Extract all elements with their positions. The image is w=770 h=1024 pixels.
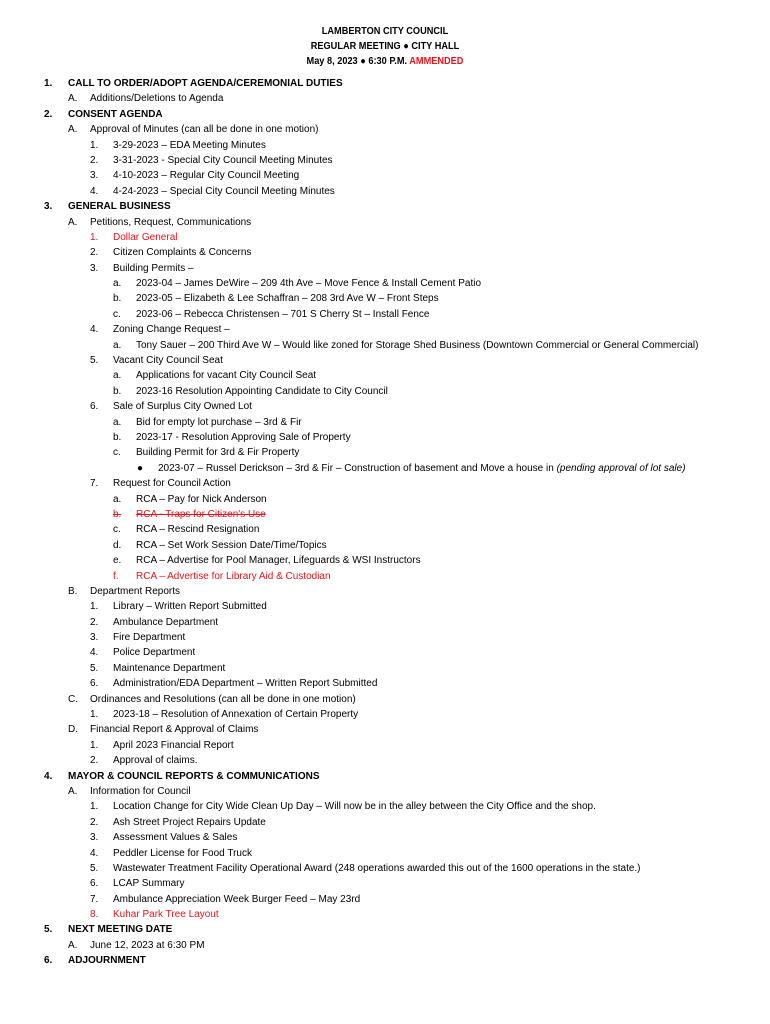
agenda-item-text	[113, 138, 266, 153]
agenda-item	[0, 584, 770, 599]
agenda-item	[0, 707, 770, 722]
agenda-item-marker: b.	[113, 431, 122, 443]
agenda-item-text	[113, 168, 299, 183]
agenda-item-text	[113, 645, 195, 660]
agenda-item-marker: 2.	[44, 108, 53, 120]
agenda-item	[0, 738, 770, 753]
agenda-item	[0, 476, 770, 491]
agenda-item	[0, 799, 770, 814]
agenda-item-text	[113, 753, 197, 768]
agenda-item-marker: 3.	[90, 170, 99, 182]
agenda-item	[0, 415, 770, 430]
agenda-item-marker: 1.	[44, 78, 53, 89]
agenda-item	[0, 168, 770, 183]
agenda-item	[0, 461, 770, 476]
agenda-item-label: 2023-05 – Elizabeth & Lee Schaffran – 208 3rd Ave W – Front Steps	[136, 293, 439, 305]
agenda-item-label: Ambulance Department	[113, 616, 219, 628]
agenda-item-text	[113, 707, 358, 722]
agenda-item-marker: 1.	[90, 601, 99, 613]
agenda-item-label: Information for Council	[90, 785, 191, 797]
agenda-item-text	[113, 630, 185, 645]
agenda-item-text	[68, 76, 343, 91]
meeting-date-time: May 8, 2023 ● 6:30 P.M.	[306, 56, 408, 67]
agenda-item-label: Citizen Complaints & Concerns	[113, 247, 252, 259]
bullet-icon: ●	[137, 462, 144, 474]
document-header	[31, 24, 739, 69]
agenda-item-marker: 6.	[90, 401, 99, 413]
agenda-item-label: CALL TO ORDER/ADOPT AGENDA/CEREMONIAL DUTIES	[68, 78, 343, 89]
agenda-item-text	[113, 738, 234, 753]
agenda-item-marker: 2.	[90, 616, 99, 628]
agenda-item	[0, 522, 770, 537]
agenda-item	[0, 184, 770, 199]
agenda-item-marker: 7.	[90, 478, 99, 490]
agenda-item	[0, 938, 770, 953]
agenda-item-label: Department Reports	[90, 585, 181, 597]
agenda-item-marker: c.	[113, 524, 121, 536]
agenda-item	[0, 322, 770, 337]
agenda-item-marker: 4.	[90, 185, 99, 197]
agenda-item-text	[136, 553, 421, 568]
agenda-item-text	[90, 215, 251, 230]
agenda-item	[0, 846, 770, 861]
agenda-item-text	[90, 784, 191, 799]
agenda-item	[0, 784, 770, 799]
agenda-item-label: Administration/EDA Department – Written Report Submitted	[113, 678, 378, 690]
agenda-item-marker: 5.	[44, 924, 53, 936]
agenda-item	[0, 338, 770, 353]
agenda-item-text	[68, 199, 171, 214]
agenda-item-label: Police Department	[113, 647, 196, 659]
agenda-item-marker: A.	[68, 785, 78, 797]
agenda-section	[0, 769, 770, 784]
agenda-item-marker: 2.	[90, 154, 99, 166]
agenda-item	[0, 353, 770, 368]
agenda-item-marker: 2.	[90, 247, 99, 259]
agenda-item-marker: a.	[113, 278, 122, 290]
agenda-item-label: Peddler License for Food Truck	[113, 847, 252, 859]
agenda-item-marker: a.	[113, 493, 122, 505]
council-name: LAMBERTON CITY COUNCIL	[321, 26, 449, 37]
agenda-item-marker: 4.	[90, 647, 99, 659]
agenda-item-text	[113, 907, 219, 922]
agenda-item-marker: 6.	[90, 678, 99, 690]
agenda-item	[0, 615, 770, 630]
agenda-item-label: 2023-06 – Rebecca Christensen – 701 S Cherry St – Install Fence	[136, 308, 430, 320]
agenda-item-text	[113, 861, 641, 876]
agenda-item-text	[113, 799, 596, 814]
agenda-item	[0, 599, 770, 614]
agenda-item-label: ADJOURNMENT	[68, 955, 146, 967]
agenda-item-label: RCA – Advertise for Library Aid & Custodian	[136, 570, 331, 582]
agenda-item-label: Vacant City Council Seat	[113, 355, 223, 367]
agenda-item-label: CONSENT AGENDA	[68, 108, 163, 120]
agenda-item-text	[113, 353, 223, 368]
agenda-item-text	[136, 445, 299, 460]
agenda-item	[0, 630, 770, 645]
agenda-item	[0, 230, 770, 245]
agenda-item-label: Ordinances and Resolutions (can all be done in one motion)	[90, 693, 356, 705]
agenda-item-text	[90, 122, 318, 137]
agenda-item	[0, 261, 770, 276]
agenda-item-label: Maintenance Department	[113, 662, 226, 674]
agenda-item-label: Approval of claims.	[113, 755, 198, 767]
agenda-item-text	[136, 415, 302, 430]
agenda-item-text	[113, 261, 194, 276]
agenda-item	[0, 861, 770, 876]
agenda-item	[0, 907, 770, 922]
agenda-item-label: RCA – Advertise for Pool Manager, Lifeguards & WSI Instructors	[136, 555, 421, 567]
agenda-item-text	[136, 368, 316, 383]
agenda-item-text	[113, 399, 252, 414]
agenda-item-marker: 1.	[90, 709, 99, 721]
agenda-section	[0, 922, 770, 937]
agenda-item-marker: 4.	[44, 770, 53, 782]
agenda-item	[0, 399, 770, 414]
agenda-item-label: Location Change for City Wide Clean Up Day – Will now be in the alley between the City Office and the shop.	[113, 801, 596, 813]
agenda-item-label: 2023-17 - Resolution Approving Sale of Property	[136, 431, 351, 443]
agenda-item-text	[68, 769, 320, 784]
agenda-item-marker: b.	[113, 385, 122, 397]
agenda-item	[0, 569, 770, 584]
agenda-item-text	[113, 230, 177, 245]
agenda-item-text	[136, 430, 351, 445]
agenda-item-label: Bid for empty lot purchase – 3rd & Fir	[136, 416, 302, 428]
agenda-item-label: RCA - Traps for Citizen's Use	[136, 508, 266, 520]
agenda-item-label: Ash Street Project Repairs Update	[113, 816, 266, 828]
agenda-item	[0, 445, 770, 460]
agenda-item-note: (pending approval of lot sale)	[556, 462, 686, 474]
agenda-item-text	[136, 569, 331, 584]
agenda-item-text	[113, 153, 333, 168]
agenda-item	[0, 830, 770, 845]
agenda-item-label: RCA – Rescind Resignation	[136, 524, 260, 536]
agenda-item-text	[113, 846, 252, 861]
agenda-item-marker: c.	[113, 447, 121, 459]
agenda-item-label: June 12, 2023 at 6:30 PM	[90, 939, 205, 951]
agenda-item-marker: b.	[113, 508, 122, 520]
agenda-item-text	[136, 538, 327, 553]
agenda-item-text	[68, 922, 172, 937]
agenda-item-text	[136, 492, 267, 507]
agenda-item-text	[136, 507, 266, 522]
agenda-item-marker: 2.	[90, 755, 99, 767]
agenda-item-marker: 3.	[44, 201, 53, 213]
agenda-item-marker: 5.	[90, 662, 99, 674]
agenda-item-marker: A.	[68, 939, 78, 951]
agenda-item-marker: 6.	[44, 955, 53, 967]
agenda-item	[0, 138, 770, 153]
agenda-item-label: Fire Department	[113, 632, 186, 644]
agenda-item-marker: B.	[68, 585, 78, 597]
agenda-item-label: NEXT MEETING DATE	[68, 924, 173, 936]
agenda-item-marker: 1.	[90, 231, 99, 243]
agenda-item	[0, 876, 770, 891]
amended-label: AMMENDED	[409, 56, 464, 67]
agenda-item	[0, 492, 770, 507]
agenda-item-marker: 1.	[90, 139, 99, 151]
agenda-item	[0, 215, 770, 230]
agenda-item-marker: f.	[113, 570, 119, 582]
agenda-item-marker: 5.	[90, 355, 99, 367]
agenda-section	[0, 76, 770, 91]
agenda-item-text	[136, 276, 481, 291]
agenda-item-marker: e.	[113, 555, 122, 567]
agenda-item	[0, 692, 770, 707]
agenda-item-label: 2023-04 – James DeWire – 209 4th Ave – Move Fence & Install Cement Patio	[136, 278, 481, 290]
agenda-item	[0, 307, 770, 322]
agenda-item-label: 2023-07 – Russel Derickson – 3rd & Fir – Construction of basement and Move a house in	[158, 462, 554, 474]
agenda-item-text	[136, 522, 259, 537]
agenda-section	[0, 107, 770, 122]
agenda-item-label: RCA – Set Work Session Date/Time/Topics	[136, 539, 327, 551]
agenda-item	[0, 645, 770, 660]
agenda-item-text	[90, 584, 180, 599]
agenda-item	[0, 122, 770, 137]
agenda-list	[0, 76, 770, 969]
agenda-item-marker: 6.	[90, 878, 99, 890]
agenda-item-label: Financial Report & Approval of Claims	[90, 724, 259, 736]
agenda-item	[0, 553, 770, 568]
agenda-item-label: 4-24-2023 – Special City Council Meeting Minutes	[113, 185, 335, 197]
agenda-item-marker: 8.	[90, 909, 99, 921]
agenda-item	[0, 753, 770, 768]
agenda-item-text	[113, 615, 218, 630]
agenda-item-label: 2023-16 Resolution Appointing Candidate to City Council	[136, 385, 388, 397]
agenda-item-text	[90, 938, 205, 953]
agenda-item-label: Building Permits –	[113, 262, 194, 274]
agenda-item-label: Request for Council Action	[113, 478, 231, 490]
agenda-item	[0, 430, 770, 445]
agenda-item-text	[136, 307, 430, 322]
agenda-item-text	[136, 384, 388, 399]
agenda-item	[0, 91, 770, 106]
agenda-item-text	[113, 599, 267, 614]
agenda-item-text	[90, 91, 223, 106]
agenda-item-label: 2023-18 – Resolution of Annexation of Certain Property	[113, 709, 359, 721]
agenda-item-text	[113, 676, 377, 691]
agenda-item-text	[68, 107, 163, 122]
agenda-item	[0, 276, 770, 291]
agenda-section	[0, 199, 770, 214]
agenda-item-text	[136, 338, 698, 353]
agenda-item-text	[113, 830, 237, 845]
agenda-item-label: Approval of Minutes (can all be done in one motion)	[90, 124, 319, 136]
agenda-item-label: GENERAL BUSINESS	[68, 201, 171, 213]
agenda-item	[0, 245, 770, 260]
agenda-item-label: Additions/Deletions to Agenda	[90, 93, 224, 105]
agenda-item-text	[113, 815, 266, 830]
agenda-item-marker: 4.	[90, 324, 99, 336]
agenda-item-text	[113, 184, 335, 199]
agenda-item-label: RCA – Pay for Nick Anderson	[136, 493, 267, 505]
agenda-item-marker: c.	[113, 308, 121, 320]
agenda-item	[0, 538, 770, 553]
agenda-item	[0, 507, 770, 522]
agenda-item-label: Library – Written Report Submitted	[113, 601, 267, 613]
agenda-item-marker: 3.	[90, 832, 99, 844]
agenda-item	[0, 291, 770, 306]
agenda-item-marker: A.	[68, 93, 78, 105]
agenda-item-label: 3-31-2023 - Special City Council Meeting Minutes	[113, 154, 333, 166]
agenda-item-marker: C.	[68, 693, 78, 705]
agenda-item-marker: b.	[113, 293, 122, 305]
agenda-item	[0, 153, 770, 168]
agenda-item-label: Petitions, Request, Communications	[90, 216, 252, 228]
agenda-item-text	[68, 953, 146, 968]
agenda-item-text	[90, 692, 356, 707]
agenda-item-marker: a.	[113, 416, 122, 428]
agenda-item-label: Zoning Change Request –	[113, 324, 230, 336]
agenda-item-label: 4-10-2023 – Regular City Council Meeting	[113, 170, 300, 182]
agenda-item	[0, 892, 770, 907]
agenda-item-label: Building Permit for 3rd & Fir Property	[136, 447, 300, 459]
agenda-item-text	[158, 461, 686, 476]
agenda-item-marker: a.	[113, 370, 122, 382]
agenda-item-marker: 2.	[90, 816, 99, 828]
agenda-item	[0, 368, 770, 383]
agenda-item-label: Sale of Surplus City Owned Lot	[113, 401, 252, 413]
agenda-item-text	[113, 476, 231, 491]
agenda-item	[0, 384, 770, 399]
agenda-item-marker: A.	[68, 124, 78, 136]
agenda-item-text	[113, 892, 360, 907]
agenda-item-label: MAYOR & COUNCIL REPORTS & COMMUNICATIONS	[68, 770, 320, 782]
agenda-item-text	[113, 876, 185, 891]
agenda-item-marker: 4.	[90, 847, 99, 859]
agenda-item-marker: 7.	[90, 893, 99, 905]
agenda-item-marker: d.	[113, 539, 122, 551]
agenda-item-marker: 5.	[90, 862, 99, 874]
agenda-item-marker: A.	[68, 216, 78, 228]
agenda-item-label: LCAP Summary	[113, 878, 185, 890]
agenda-item-label: Dollar General	[113, 231, 178, 243]
agenda-item-label: Kuhar Park Tree Layout	[113, 909, 219, 921]
agenda-item	[0, 722, 770, 737]
agenda-item-label: Applications for vacant City Council Seat	[136, 370, 317, 382]
agenda-item	[0, 676, 770, 691]
agenda-item-label: Ambulance Appreciation Week Burger Feed – May 23rd	[113, 893, 361, 905]
agenda-item-text	[113, 661, 225, 676]
agenda-item-label: Assessment Values & Sales	[113, 832, 238, 844]
agenda-section	[0, 953, 770, 968]
agenda-item-label: April 2023 Financial Report	[113, 739, 234, 751]
agenda-item-text	[113, 245, 251, 260]
agenda-item-marker: D.	[68, 724, 78, 736]
agenda-item-label: 3-29-2023 – EDA Meeting Minutes	[113, 139, 266, 151]
agenda-item-label: Wastewater Treatment Facility Operational Award (248 operations awarded this out of the 1600 operations in the state.)	[113, 862, 641, 874]
meeting-type: REGULAR MEETING ● CITY HALL	[310, 41, 460, 52]
agenda-item	[0, 815, 770, 830]
agenda-item	[0, 661, 770, 676]
agenda-item-marker: 1.	[90, 739, 99, 751]
agenda-item-marker: a.	[113, 339, 122, 351]
agenda-item-marker: 1.	[90, 801, 99, 813]
agenda-item-text	[90, 722, 258, 737]
agenda-item-label: Tony Sauer – 200 Third Ave W – Would like zoned for Storage Shed Business (Downtown Commercial or General Commercial)	[136, 339, 699, 351]
agenda-item-marker: 3.	[90, 632, 99, 644]
agenda-item-marker: 3.	[90, 262, 99, 274]
meeting-date	[31, 54, 739, 69]
agenda-item-text	[136, 291, 439, 306]
agenda-item-text	[113, 322, 230, 337]
